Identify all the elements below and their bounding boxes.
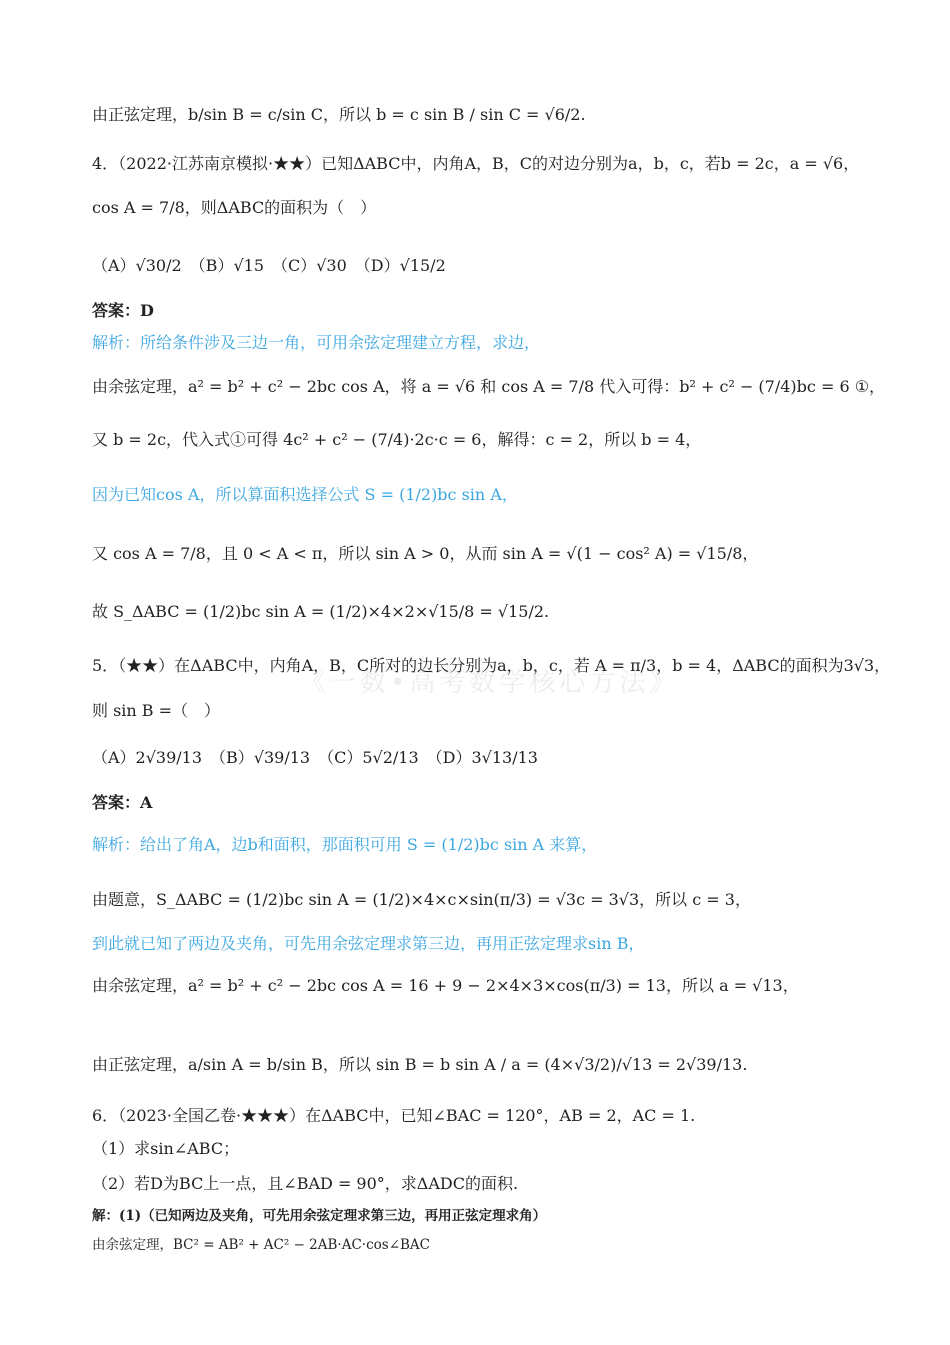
solution-line: 又 b = 2c，代入式①可得 4c² + c² − (7/4)·2c·c = 6，解得：c = 2，所以 b = 4， — [92, 430, 702, 449]
analysis-5: 解析：给出了角A，边b和面积，那面积可用 S = (1/2)bc sin A 来算， — [92, 835, 598, 854]
solution-line: 由余弦定理，a² = b² + c² − 2bc cos A，将 a = √6 和 cos A = 7/8 代入可得：b² + c² − (7/4)bc = 6 ①， — [92, 377, 886, 396]
solution-line: 又 cos A = 7/8，且 0 < A < π，所以 sin A > 0，从而 sin A = √(1 − cos² A) = √15/8， — [92, 544, 759, 563]
solution-6-start: 解：(1)（已知两边及夹角，可先用余弦定理求第三边，再用正弦定理求角） — [92, 1208, 547, 1224]
watermark: 《一数•高考数学核心方法》 — [300, 668, 680, 698]
analysis-4: 解析：所给条件涉及三边一角，可用余弦定理建立方程，求边， — [92, 333, 541, 352]
solution-hint: 到此就已知了两边及夹角，可先用余弦定理求第三边，再用正弦定理求sin B， — [92, 934, 645, 953]
solution-line: 由余弦定理，BC² = AB² + AC² − 2AB·AC·cos∠BAC — [92, 1237, 431, 1253]
problem-4-options: （A）√30/2 （B）√15 （C）√30 （D）√15/2 — [92, 256, 446, 275]
solution-line: 由正弦定理，a/sin A = b/sin B，所以 sin B = b sin A / a = (4×√3/2)/√13 = 2√39/13. — [92, 1055, 748, 1074]
answer-5: 答案：A — [92, 793, 153, 812]
problem-4-stem: 4．（2022·江苏南京模拟·★★）已知ΔABC中，内角A，B，C的对边分别为a，b，c，若b = 2c，a = √6， — [92, 154, 860, 173]
problem-4-stem-cont: cos A = 7/8，则ΔABC的面积为（ ） — [92, 198, 377, 217]
problem-6-part-2: （2）若D为BC上一点，且∠BAD = 90°，求ΔADC的面积. — [92, 1174, 519, 1193]
problem-5-options: （A）2√39/13 （B）√39/13 （C）5√2/13 （D）3√13/13 — [92, 748, 538, 767]
solution-line: 由余弦定理，a² = b² + c² − 2bc cos A = 16 + 9 − 2×4×3×cos(π/3) = 13，所以 a = √13， — [92, 976, 799, 995]
solution-line: 由题意，S_ΔABC = (1/2)bc sin A = (1/2)×4×c×sin(π/3) = √3c = 3√3，所以 c = 3， — [92, 890, 751, 909]
problem-6-part-1: （1）求sin∠ABC； — [92, 1139, 240, 1158]
problem-5-stem-cont: 则 sin B =（ ） — [92, 701, 221, 720]
text-line: 由正弦定理，b/sin B = c/sin C，所以 b = c sin B / sin C = √6/2. — [92, 105, 586, 124]
solution-line: 故 S_ΔABC = (1/2)bc sin A = (1/2)×4×2×√15/8 = √15/2. — [92, 602, 550, 621]
problem-5-stem: 5．（★★）在ΔABC中，内角A，B，C所对的边长分别为a，b，c，若 A = π/3，b = 4，ΔABC的面积为3√3， — [92, 656, 891, 675]
problem-6-stem: 6．（2023·全国乙卷·★★★）在ΔABC中，已知∠BAC = 120°，AB = 2，AC = 1. — [92, 1106, 696, 1125]
answer-4: 答案：D — [92, 301, 154, 320]
solution-hint: 因为已知cos A，所以算面积选择公式 S = (1/2)bc sin A， — [92, 485, 518, 504]
